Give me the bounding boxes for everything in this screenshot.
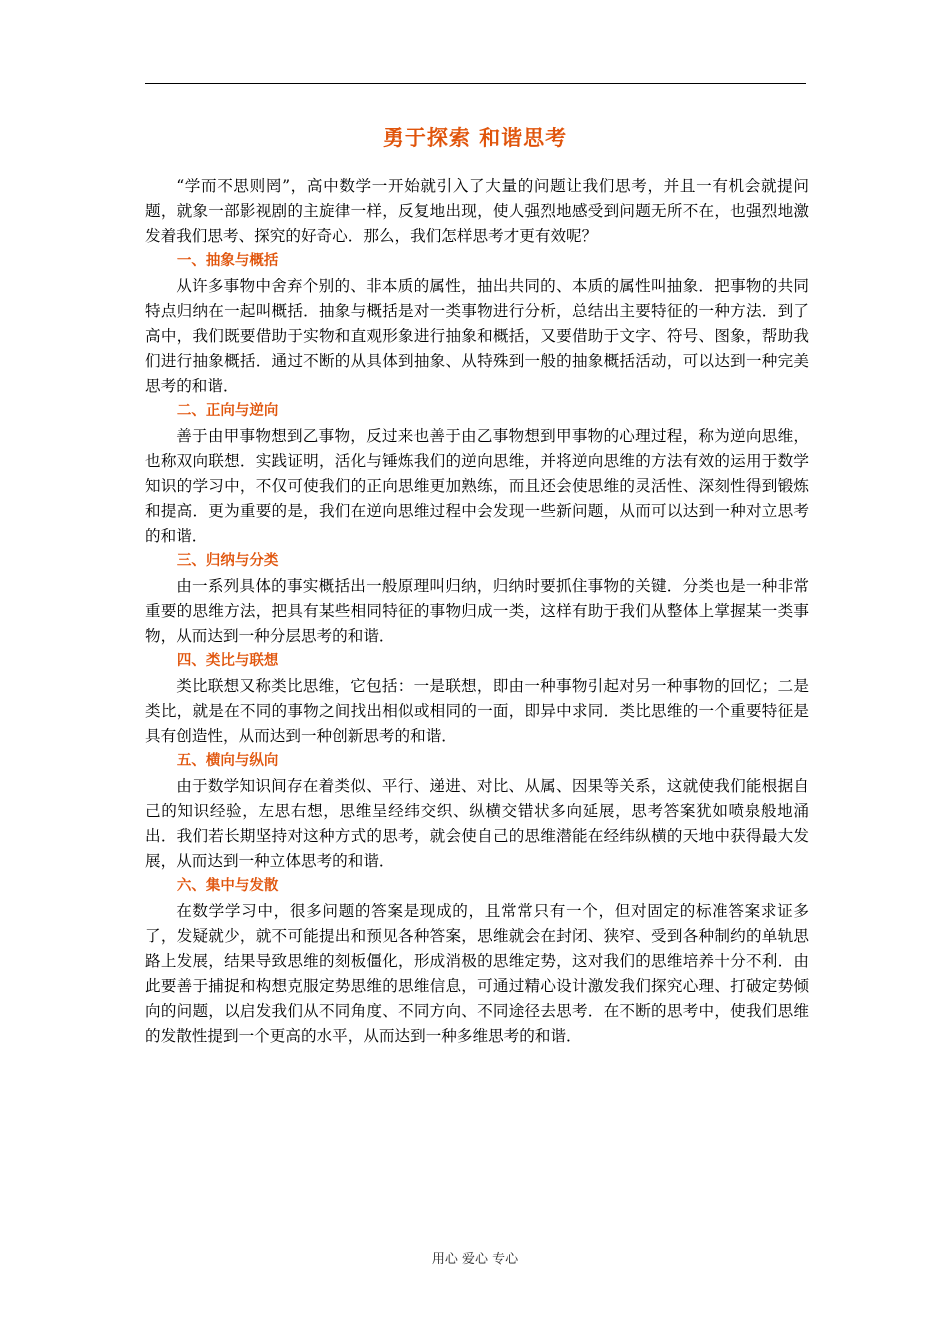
- page-title: 勇于探索 和谐思考: [382, 126, 568, 150]
- page-footer: 用心 爱心 专心: [431, 1252, 519, 1267]
- section-body-3: 由一系列具体的事实概括出一般原理叫归纳，归纳时要抓住事物的关键．分类也是一种非常重要的思维方法，把具有某些相同特征的事物归成一类，这样有助于我们从整体上掌握某一类事物，从而达到一种分层思考的和谐．: [145, 577, 809, 645]
- section-body-2: 善于由甲事物想到乙事物，反过来也善于由乙事物想到甲事物的心理过程，称为逆向思维，也称双向联想．实践证明，活化与锤炼我们的逆向思维，并将逆向思维的方法有效的运用于数学知识的学习中，不仅可使我们的正向思维更加熟练，而且还会使思维的灵活性、深刻性得到锻炼和提高．更为重要的是，我们在逆向思维过程中会发现一些新问题，从而可以达到一种对立思考的和谐．: [145, 427, 809, 545]
- section-heading-6: 六、集中与发散: [176, 878, 279, 894]
- section-heading-1: 一、抽象与概括: [176, 253, 279, 269]
- header-rule: [145, 83, 806, 84]
- article-body: [145, 174, 809, 1049]
- section-body-1: 从许多事物中舍弃个别的、非本质的属性，抽出共同的、本质的属性叫抽象．把事物的共同特点归纳在一起叫概括．抽象与概括是对一类事物进行分析，总结出主要特征的一种方法．到了高中，我们既要借助于实物和直观形象进行抽象和概括，又要借助于文字、符号、图象，帮助我们进行抽象概括．通过不断的从具体到抽象、从特殊到一般的抽象概括活动，可以达到一种完美思考的和谐．: [145, 277, 809, 395]
- section-heading-2: 二、正向与逆向: [176, 403, 279, 419]
- section-body-4: 类比联想又称类比思维，它包括：一是联想，即由一种事物引起对另一种事物的回忆；二是类比，就是在不同的事物之间找出相似或相同的一面，即异中求同．类比思维的一个重要特征是具有创造性，从而达到一种创新思考的和谐．: [145, 677, 809, 745]
- section-heading-3: 三、归纳与分类: [176, 553, 279, 569]
- section-heading-4: 四、类比与联想: [176, 653, 279, 669]
- section-heading-5: 五、横向与纵向: [176, 753, 279, 769]
- section-body-6: 在数学学习中，很多问题的答案是现成的，且常常只有一个，但对固定的标准答案求证多了，发疑就少，就不可能提出和预见各种答案，思维就会在封闭、狭窄、受到各种制约的单轨思路上发展，结果导致思维的刻板僵化，形成消极的思维定势，这对我们的思维培养十分不利．由此要善于捕捉和构想克服定势思维的思维信息，可通过精心设计激发我们探究心理、打破定势倾向的问题，以启发我们从不同角度、不同方向、不同途径去思考．在不断的思考中，使我们思维的发散性提到一个更高的水平，从而达到一种多维思考的和谐．: [145, 902, 809, 1045]
- section-body-5: 由于数学知识间存在着类似、平行、递进、对比、从属、因果等关系，这就使我们能根据自己的知识经验，左思右想，思维呈经纬交织、纵横交错状多向延展，思考答案犹如喷泉般地涌出．我们若长期坚持对这种方式的思考，就会使自己的思维潜能在经纬纵横的天地中获得最大发展，从而达到一种立体思考的和谐．: [145, 777, 809, 870]
- intro-paragraph: “学而不思则罔”，高中数学一开始就引入了大量的问题让我们思考，并且一有机会就提问题，就象一部影视剧的主旋律一样，反复地出现，使人强烈地感受到问题无所不在，也强烈地激发着我们思考、探究的好奇心．那么，我们怎样思考才更有效呢？: [145, 177, 809, 245]
